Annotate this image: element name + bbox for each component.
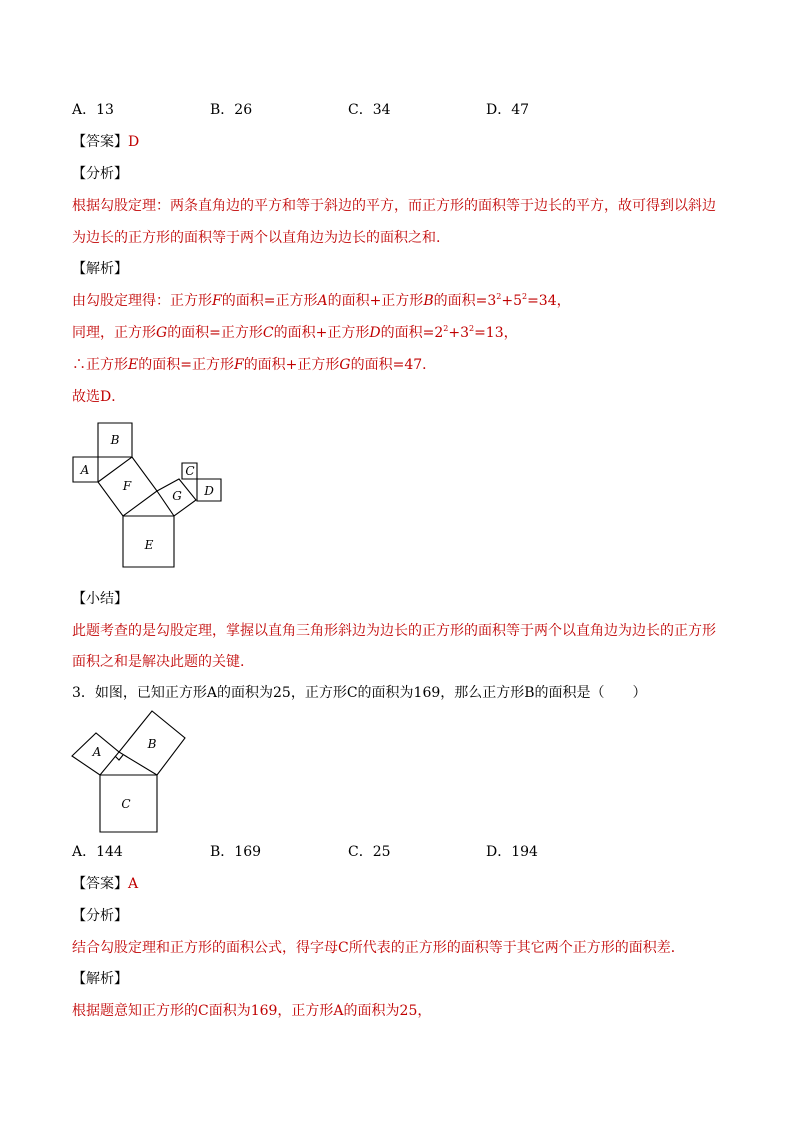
label-a-q3: A (92, 745, 102, 759)
label-e: E (144, 538, 154, 552)
answer-value: D (128, 134, 140, 150)
q3-answer-line (72, 874, 138, 894)
q3-squares-figure (70, 710, 190, 835)
choose-line: 故选D． (72, 389, 126, 405)
q2-option-b: B．26 (210, 102, 253, 118)
q3-solution-text: 根据题意知正方形的C面积为169，正方形A的面积为25， (72, 1003, 432, 1019)
label-f: F (122, 479, 132, 493)
summary-text-line2: 面积之和是解决此题的关键. (72, 654, 245, 670)
q3-option-a: A．144 (72, 844, 123, 860)
summary-text-line1: 此题考查的是勾股定理，掌握以直角三角形斜边为边长的正方形的面积等于两个以直角边为边长的正方形 (72, 623, 716, 639)
q2-answer-line (72, 132, 139, 152)
analysis-text-line1: 根据勾股定理：两条直角边的平方和等于斜边的平方，而正方形的面积等于边长的平方，故可得到以斜边 (72, 198, 716, 214)
q3-stem: 3．如图，已知正方形A的面积为25，正方形C的面积为169，那么正方形B的面积是（ ） (72, 685, 647, 701)
solution-line3: ∴正方形E的面积=正方形F的面积+正方形G的面积=47． (72, 357, 437, 373)
analysis-text-line2: 为边长的正方形的面积等于两个以直角边为边长的面积之和. (72, 230, 441, 246)
q2-option-a: A．13 (72, 102, 114, 118)
summary-tag: 【小结】 (72, 591, 128, 607)
label-d: D (204, 484, 214, 498)
solution-line1: 由勾股定理得：正方形F的面积=正方形A的面积+正方形B的面积$=3^2+5^2=34$， (72, 292, 571, 309)
label-b-q3: B (147, 737, 157, 751)
q3-option-d: D．194 (486, 844, 538, 860)
label-b: B (110, 433, 120, 447)
q3-option-c: C．25 (348, 844, 391, 860)
solution-tag: 【解析】 (72, 261, 128, 277)
answer-tag: 【答案】 (72, 134, 128, 150)
q3-option-b: B．169 (210, 844, 262, 860)
q2-option-d: D．47 (486, 102, 530, 118)
label-g: G (172, 489, 182, 503)
q3-analysis-text: 结合勾股定理和正方形的面积公式，得字母C所代表的正方形的面积等于其它两个正方形的面积差． (72, 940, 685, 956)
q3-solution-tag: 【解析】 (72, 971, 128, 987)
q3-analysis-tag: 【分析】 (72, 908, 128, 924)
answer-tag: 【答案】 (72, 876, 128, 892)
q2-option-c: C．34 (348, 102, 391, 118)
label-c: C (185, 464, 195, 478)
solution-line2: 同理，正方形G的面积=正方形C的面积+正方形D的面积$=2^2+3^2=13$， (72, 324, 518, 341)
label-c-q3: C (121, 797, 131, 811)
label-a: A (80, 463, 90, 477)
answer-value: A (128, 876, 139, 892)
pythagoras-squares-figure (70, 420, 230, 572)
analysis-tag: 【分析】 (72, 166, 128, 182)
